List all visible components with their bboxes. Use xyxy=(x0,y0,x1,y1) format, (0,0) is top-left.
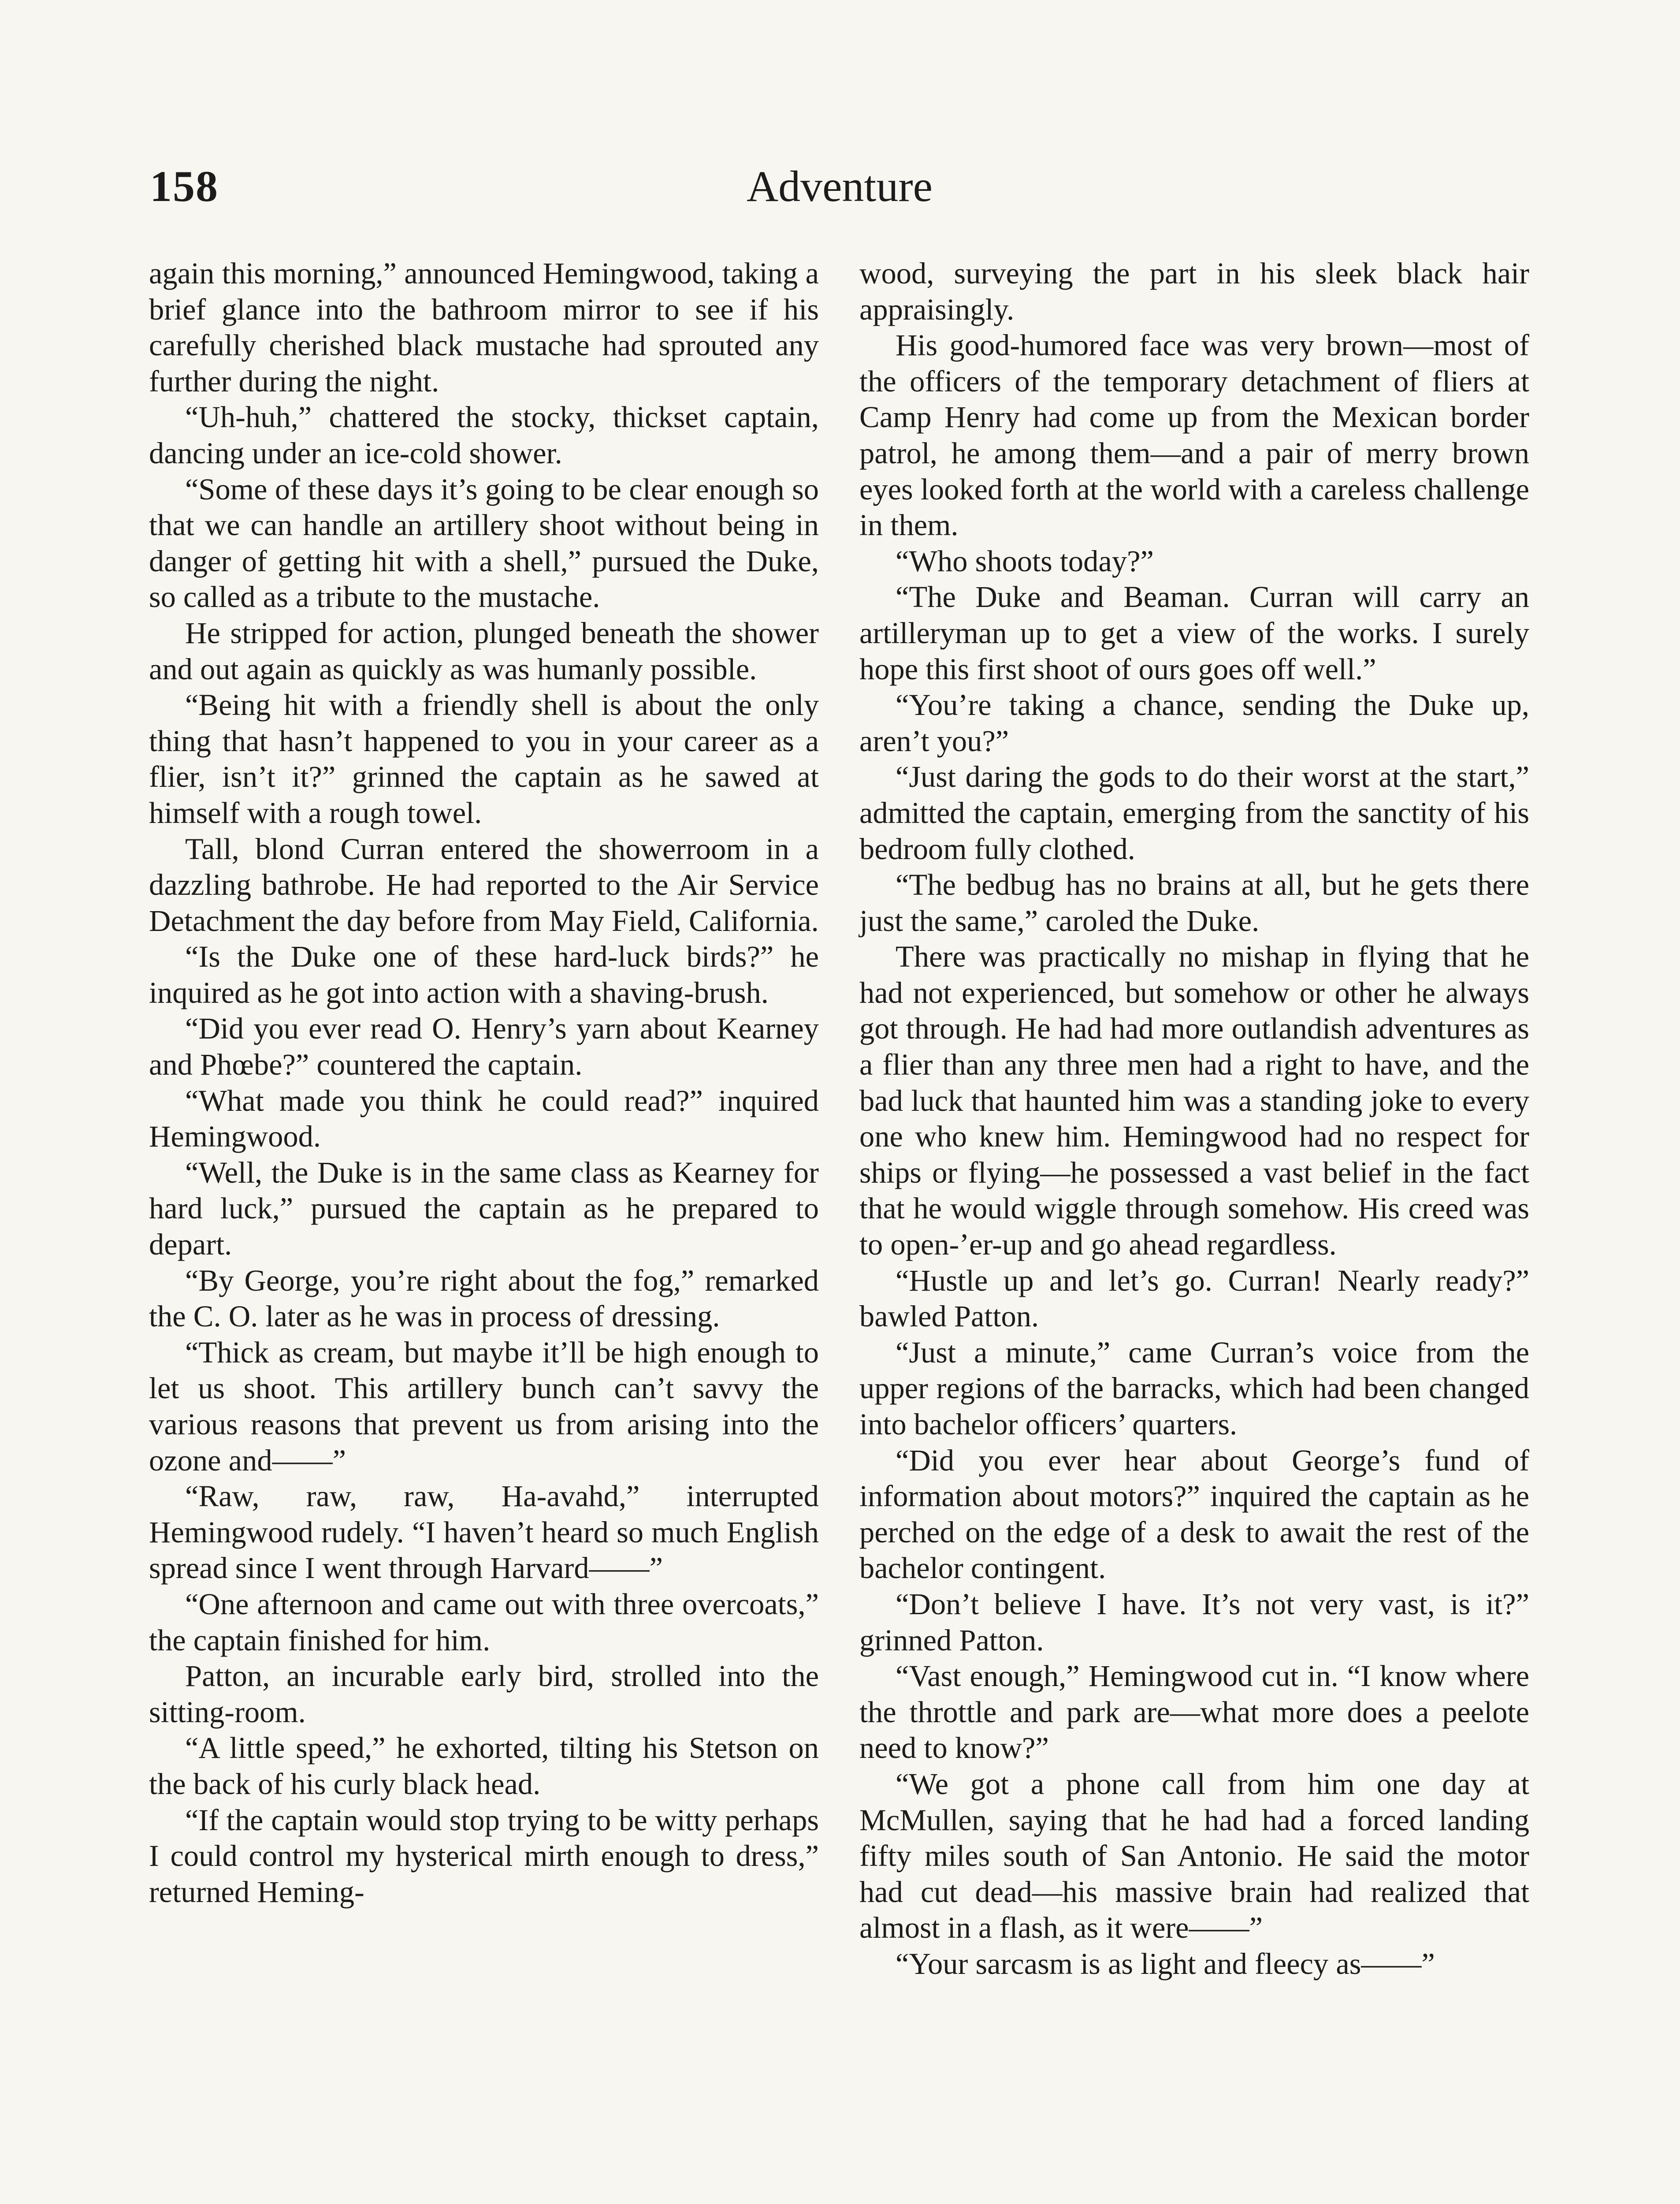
paragraph: “We got a phone call from him one day at McMullen, saying that he had had a forced landing fifty miles south of San Antonio. He said the motor had cut dead—his massive brain had realized that almost in a flash, as it were——” xyxy=(859,1767,1529,1945)
right-column xyxy=(859,256,1529,1982)
paragraph: “What made you think he could read?” inquired Hemingwood. xyxy=(149,1083,819,1154)
paragraph: “If the captain would stop trying to be witty perhaps I could control my hysterical mirth enough to dress,” returned Heming- xyxy=(149,1803,819,1909)
paragraph: wood, surveying the part in his sleek black hair appraisingly. xyxy=(859,257,1529,326)
paragraph: “The Duke and Beaman. Curran will carry an artilleryman up to get a view of the works. I surely hope this first shoot of ours goes off well.” xyxy=(859,580,1529,686)
paragraph: “Did you ever hear about George’s fund of information about motors?” inquired the captain as he perched on the edge of a desk to await the rest of the bachelor contingent. xyxy=(859,1443,1529,1585)
paragraph: “Just daring the gods to do their worst at the start,” admitted the captain, emerging from the sanctity of his bedroom fully clothed. xyxy=(859,760,1529,866)
paragraph: “You’re taking a chance, sending the Duke up, aren’t you?” xyxy=(859,688,1529,758)
paragraph: His good-humored face was very brown—most of the officers of the temporary detachment of fliers at Camp Henry had come up from the Mexican border patrol, he among them—and a pair of merry brown eyes looked forth at the world with a careless challenge in them. xyxy=(859,328,1529,542)
paragraph: “Well, the Duke is in the same class as Kearney for hard luck,” pursued the captain as he prepared to depart. xyxy=(149,1155,819,1262)
paragraph: “Is the Duke one of these hard-luck birds?” he inquired as he got into action with a shaving-brush. xyxy=(149,940,819,1009)
paragraph: There was practically no mishap in flying that he had not experienced, but somehow or other he always got through. He had had more outlandish adventures as a flier than any three men had a right to have, and the bad luck that haunted him was a standing joke to every one who knew him. Hemingwood had no respect for ships or flying—he possessed a vast belief in the fact that he would wiggle through somehow. His creed was to open-’er-up and go ahead regardless. xyxy=(859,940,1529,1262)
paragraph: “Vast enough,” Hemingwood cut in. “I know where the throttle and park are—what more does a peelote need to know?” xyxy=(859,1659,1529,1765)
paragraph: “Did you ever read O. Henry’s yarn about Kearney and Phœbe?” countered the captain. xyxy=(149,1012,819,1082)
paragraph: Patton, an incurable early bird, strolled into the sitting-room. xyxy=(149,1659,819,1729)
paragraph: “A little speed,” he exhorted, tilting his Stetson on the back of his curly black head. xyxy=(149,1731,819,1801)
paragraph: “By George, you’re right about the fog,” remarked the C. O. later as he was in process of dressing. xyxy=(149,1263,819,1333)
paragraph: “The bedbug has no brains at all, but he gets there just the same,” caroled the Duke. xyxy=(859,868,1529,938)
page-header xyxy=(150,161,1529,231)
paragraph: “Your sarcasm is as light and fleecy as——” xyxy=(896,1947,1435,1981)
paragraph: “Thick as cream, but maybe it’ll be high enough to let us shoot. This artillery bunch can’t savvy the various reasons that prevent us from arising into the ozone and——” xyxy=(149,1335,819,1477)
paragraph: “Uh-huh,” chattered the stocky, thickset captain, dancing under an ice-cold shower. xyxy=(149,400,819,470)
paragraph: “Just a minute,” came Curran’s voice from the upper regions of the barracks, which had been changed into bachelor officers’ quarters. xyxy=(859,1335,1529,1441)
magazine-title: Adventure xyxy=(746,162,933,211)
paragraph: “Being hit with a friendly shell is about the only thing that hasn’t happened to you in your career as a flier, isn’t it?” grinned the captain as he sawed at himself with a rough towel. xyxy=(149,688,819,830)
paragraph: “Hustle up and let’s go. Curran! Nearly ready?” bawled Patton. xyxy=(859,1263,1529,1333)
paragraph: “Raw, raw, raw, Ha-avahd,” interrupted Hemingwood rudely. “I haven’t heard so much English spread since I went through Harvard——” xyxy=(149,1479,819,1585)
paragraph: He stripped for action, plunged beneath the shower and out again as quickly as was humanly possible. xyxy=(149,616,819,686)
left-column xyxy=(149,256,819,1910)
paragraph: “Some of these days it’s going to be clear enough so that we can handle an artillery shoot without being in danger of getting hit with a shell,” pursued the Duke, so called as a tribute to the mustache. xyxy=(149,472,819,614)
paragraph: “Who shoots today?” xyxy=(896,544,1154,578)
paragraph: “One afternoon and came out with three overcoats,” the captain finished for him. xyxy=(149,1587,819,1657)
paragraph: “Don’t believe I have. It’s not very vast, is it?” grinned Patton. xyxy=(859,1587,1529,1657)
paragraph: again this morning,” announced Hemingwood, taking a brief glance into the bathroom mirror to see if his carefully cherished black mustache had sprouted any further during the night. xyxy=(149,257,819,398)
paragraph: Tall, blond Curran entered the showerroom in a dazzling bathrobe. He had reported to the Air Service Detachment the day before from May Field, California. xyxy=(149,832,819,938)
page-number: 158 xyxy=(150,162,219,211)
